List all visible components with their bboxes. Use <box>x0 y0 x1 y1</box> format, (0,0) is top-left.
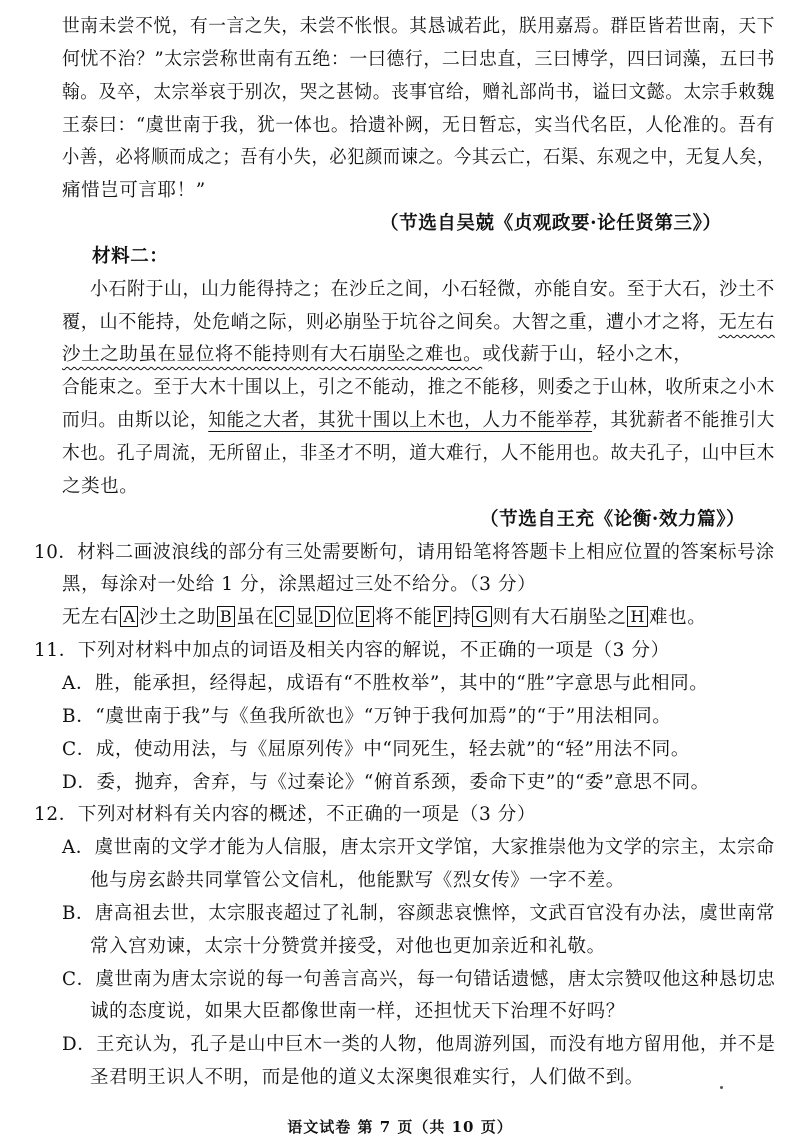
material2-line-3 <box>62 342 692 368</box>
answer-box-c[interactable]: C <box>275 606 294 627</box>
material2-line-1: 小石附于山，山力能得持之；在沙丘之间，小石轻微，亦能自安。至于大石，沙土不 <box>90 279 775 300</box>
material1-line-6: 痛惜岂可言耶！” <box>62 180 206 201</box>
question-11-option-c[interactable]: C．成，使动用法，与《屈原列传》中“同死生，轻去就”的“轻”用法不同。 <box>62 739 690 760</box>
question-12-option-c-cont: 诚的态度说，如果大臣都像世南一样，还担忧天下治理不好吗？ <box>90 1001 625 1022</box>
question-10-stem-2: 黑，每涂对一处给 1 分，涂黑超过三处不给分。（3 分） <box>62 574 537 595</box>
answer-box-e[interactable]: E <box>356 606 374 627</box>
material2-line-4: 合能束之。至于大木十围以上，引之不能动，推之不能移，则委之于山林，收所束之小木 <box>62 377 775 398</box>
question-11-stem: 11．下列对材料中加点的词语及相关内容的解说，不正确的一项是（3 分） <box>34 640 670 661</box>
q10-segment: 沙土之助 <box>139 607 216 628</box>
q10-segment: 则有大石崩坠之 <box>492 607 627 628</box>
wavy-underline-segment-1: 无左右 <box>718 312 775 333</box>
material1-line-3: 翰。及卒，太宗举哀于别次，哭之甚恸。丧事官给，赠礼部尚书，谥曰文懿。太宗手敕魏 <box>62 82 775 103</box>
question-10-stem: 10．材料二画波浪线的部分有三处需要断句，请用铅笔将答题卡上相应位置的答案标号涂 <box>34 542 775 563</box>
material1-line-2: 何忧不治？”太宗尝称世南有五绝：一曰德行，二曰忠直，三曰博学，四曰词藻，五曰书 <box>62 49 776 70</box>
wavy-underline-segment-2: 沙土之助虽在显位将不能持则有大石崩坠之难也。 <box>62 344 483 365</box>
material2-line-2-text: 覆，山不能持，处危峭之际，则必崩坠于坑谷之间矣。大智之重，遭小才之将， <box>62 312 719 333</box>
material2-heading: 材料二： <box>92 246 169 267</box>
material2-line-5-text-a: 而归。由斯以论， <box>62 410 209 431</box>
question-12-option-d-cont: 圣君明王识人不明，而是他的道义太深奥很难实行，人们做不到。 <box>90 1067 644 1088</box>
question-12-stem: 12．下列对材料有关内容的概述，不正确的一项是（3 分） <box>34 804 536 825</box>
answer-box-f[interactable]: F <box>434 606 452 627</box>
answer-box-b[interactable]: B <box>217 606 235 627</box>
question-11-option-d[interactable]: D．委，抛弃，舍弃，与《过秦论》“俯首系颈，委命下吏”的“委”意思不同。 <box>62 772 710 793</box>
material2-line-5 <box>62 408 775 434</box>
q10-segment: 位 <box>335 607 355 628</box>
question-11-option-a[interactable]: A．胜，能承担，经得起，成语有“不胜枚举”，其中的“胜”字意思与此相同。 <box>62 673 709 694</box>
material2-line-2 <box>62 310 775 336</box>
question-10-answer-line <box>62 605 706 631</box>
question-12-option-a-cont: 他与房玄龄共同掌管公文信札，他能默写《烈女传》一字不差。 <box>90 870 625 891</box>
material2-line-6: 木也。孔子周流，无所留止，非圣才不明，道大难行，人不能用也。故夫孔子，山中巨木 <box>62 443 775 464</box>
material2-line-3-text: 或伐薪于山，轻小之木， <box>482 344 693 365</box>
question-11-option-b[interactable]: B．“虞世南于我”与《鱼我所欲也》“万钟于我何加焉”的“于”用法相同。 <box>62 706 672 727</box>
question-12-option-b[interactable]: B．唐高祖去世，太宗服丧超过了礼制，容颜悲哀憔悴，文武百官没有办法，虞世南常 <box>62 903 775 924</box>
answer-box-h[interactable]: H <box>627 606 648 627</box>
material1-line-5: 小善，必将顺而成之；吾有小失，必犯颜而谏之。今其云亡，石渠、东观之中，无复人矣， <box>62 147 775 168</box>
question-12-option-a[interactable]: A．虞世南的文学才能为人信服，唐太宗开文学馆，大家推崇他为文学的宗主，太宗命 <box>62 837 775 858</box>
q10-segment: 难也。 <box>649 607 707 628</box>
source-citation-2: （节选自王充《论衡·效力篇》） <box>480 509 746 530</box>
answer-box-a[interactable]: A <box>120 606 138 627</box>
q10-segment: 将不能 <box>375 607 433 628</box>
question-12-option-d[interactable]: D．王充认为，孔子是山中巨木一类的人物，他周游列国，而没有地方留用他，并不是 <box>62 1034 776 1055</box>
answer-box-g[interactable]: G <box>472 606 491 627</box>
answer-box-d[interactable]: D <box>315 606 334 627</box>
page-footer: 语文试卷 第 7 页（共 10 页） <box>287 1118 513 1136</box>
question-12-option-b-cont: 常入宫劝谏，太宗十分赞赏并接受，对他也更加亲近和礼敬。 <box>90 936 606 957</box>
q10-segment: 持 <box>452 607 472 628</box>
q10-segment: 无左右 <box>62 607 120 628</box>
source-citation-1: （节选自吴兢《贞观政要·论任贤第三》） <box>380 213 722 234</box>
question-12-option-c[interactable]: C．虞世南为唐太宗说的每一句善言高兴，每一句错话遗憾，唐太宗赞叹他这种恳切忠 <box>62 969 776 990</box>
underlined-sentence: 知能之大者，其犹十围以上木也，人力不能举荐 <box>208 410 593 431</box>
material2-line-7: 之类也。 <box>62 476 139 497</box>
scan-speck <box>720 1086 723 1089</box>
q10-segment: 虽在 <box>236 607 275 628</box>
material1-line-1: 世南未尝不悦，有一言之失，未尝不怅恨。其恳诚若此，朕用嘉焉。群臣皆若世南，天下 <box>62 16 775 37</box>
q10-segment: 显 <box>295 607 315 628</box>
material1-line-4: 王泰曰：“虞世南于我，犹一体也。拾遗补阙，无日暂忘，实当代名臣，人伦准的。吾有 <box>62 115 776 136</box>
material2-line-5-text-c: ，其犹薪者不能推引大 <box>592 410 775 431</box>
